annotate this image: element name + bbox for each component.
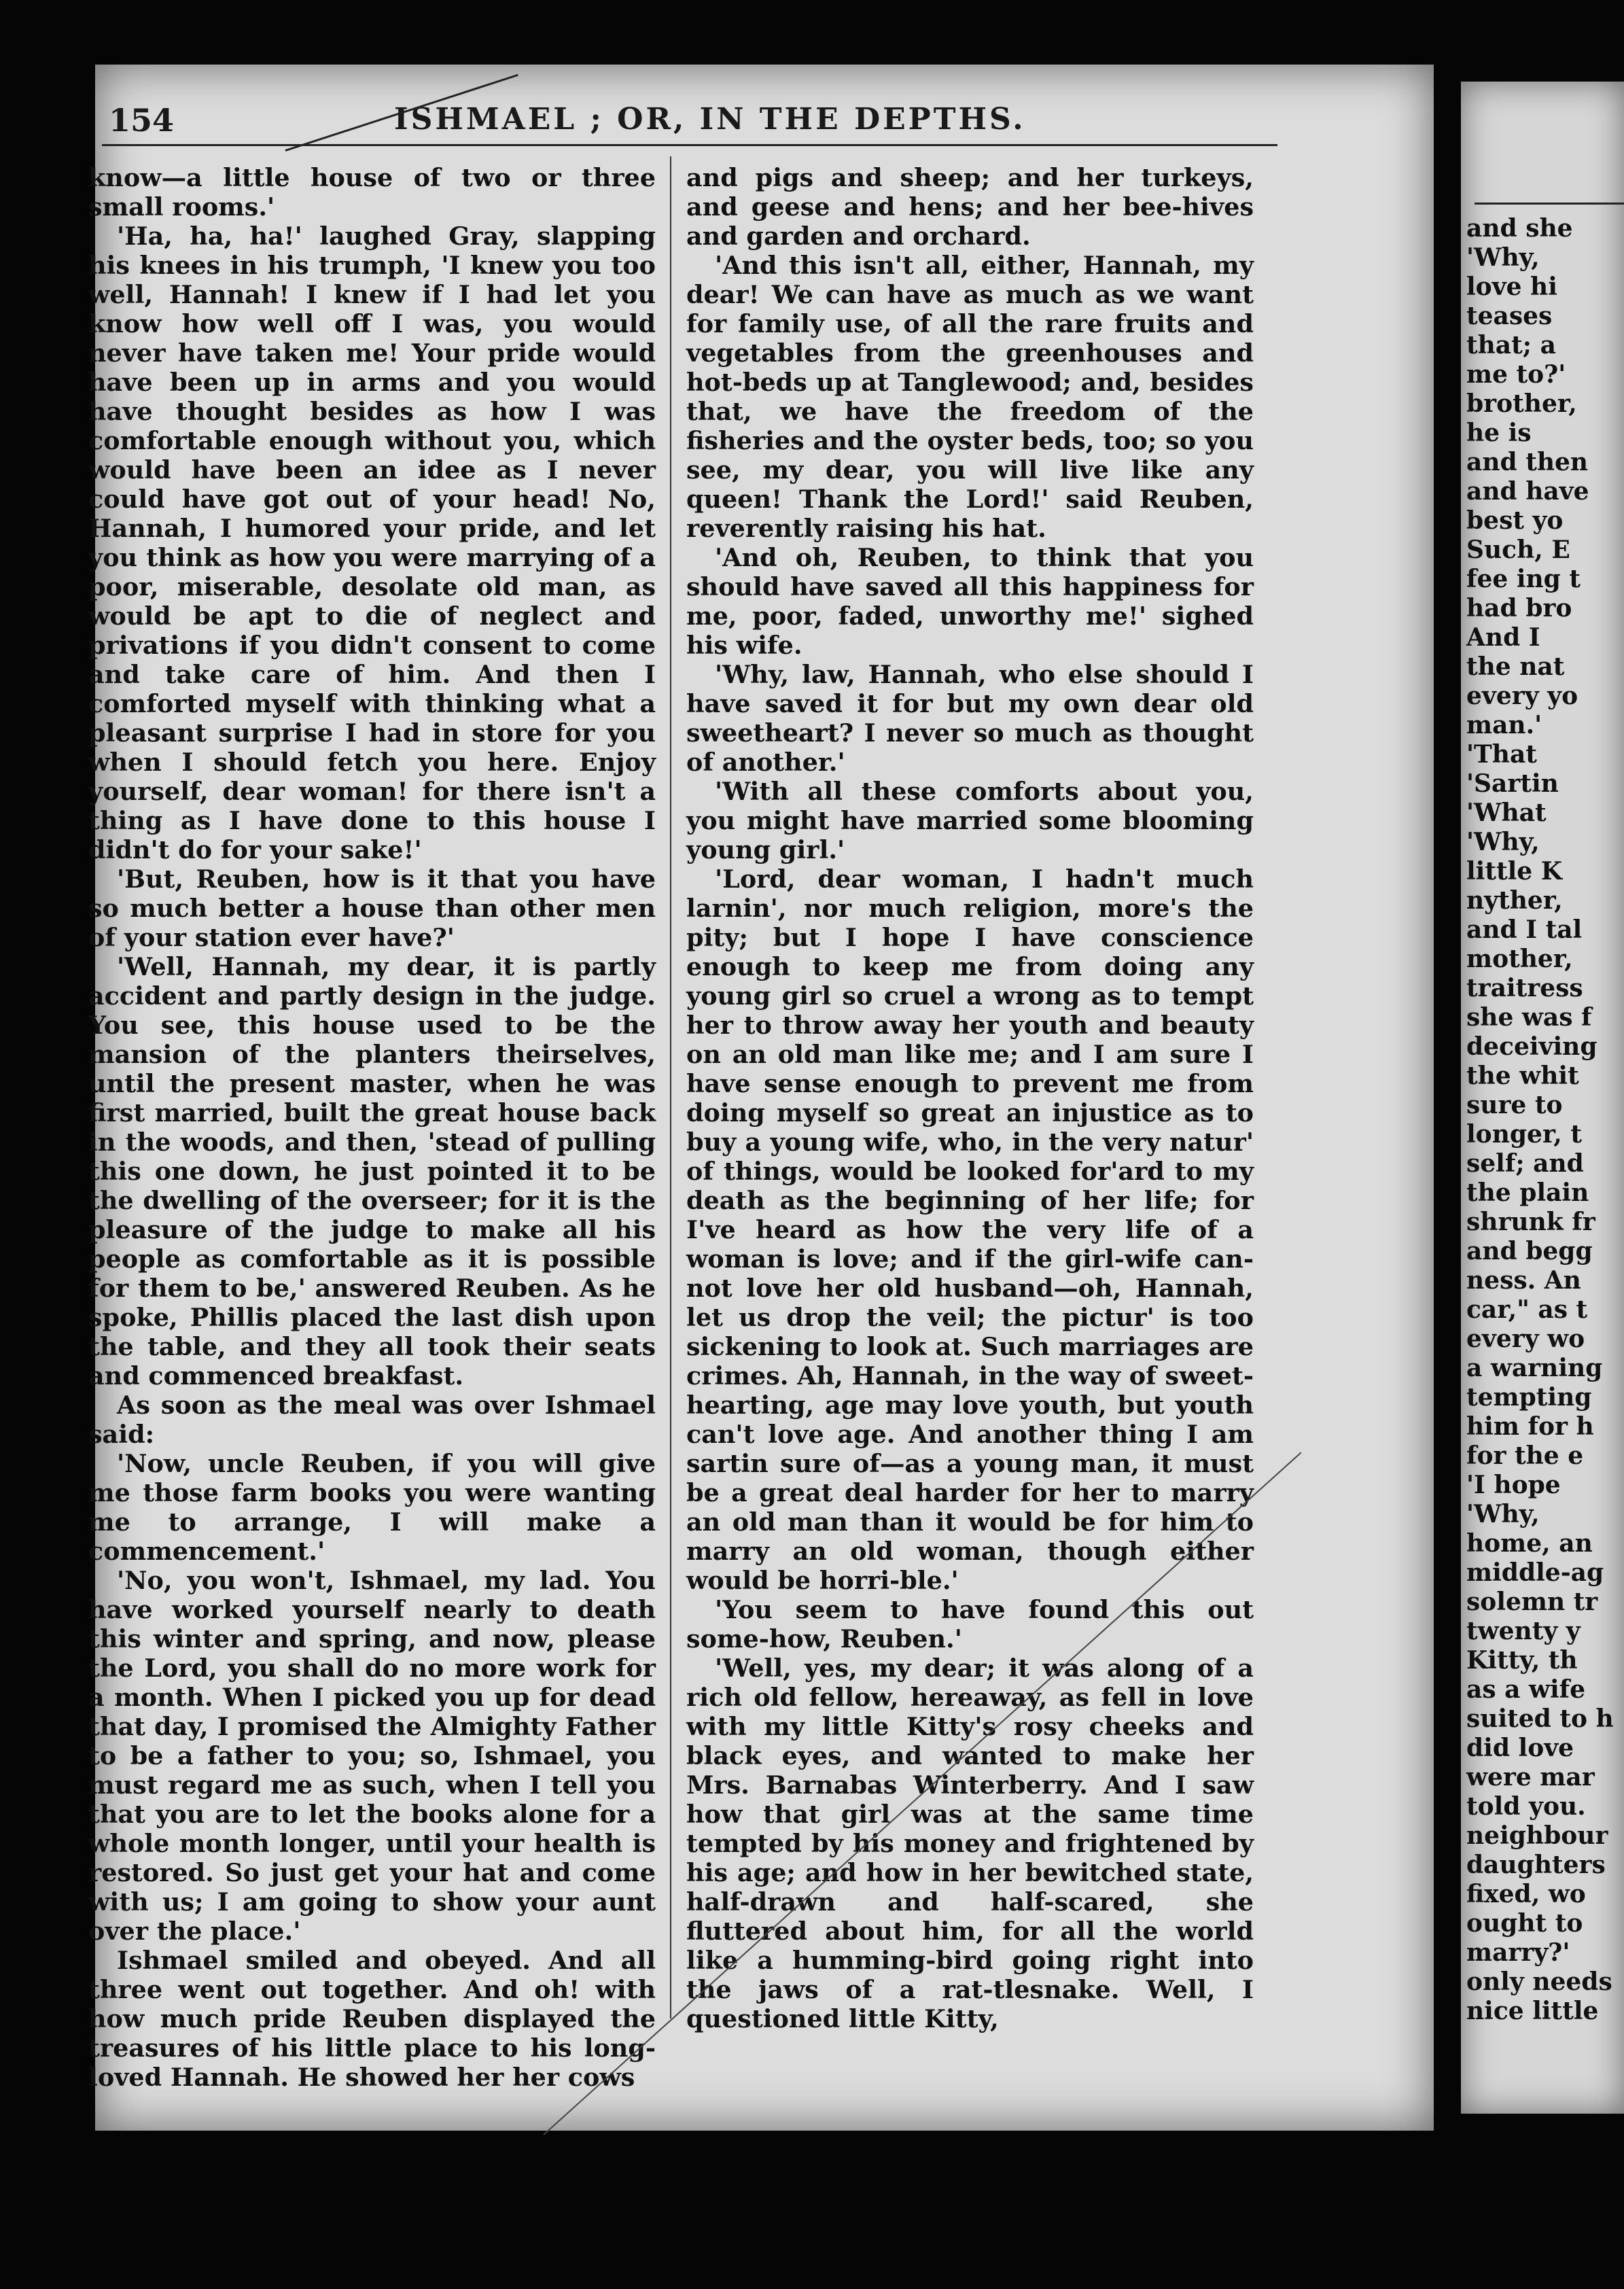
next-page-line: marry?' (1466, 1938, 1570, 1967)
paragraph: 'Well, yes, my dear; it was along of a rich old fellow, hereaway, as fell in love with my little Kitty's rosy cheeks and black eyes, and wanted to make her Mrs. Barnabas Winterberry. And I saw how that girl was at the same time tempted by his money and frightened by his age; and how in her bewitched state, half-drawn and half-scared, she fluttered about him, for all the world like a humming-bird going right into the jaws of a rat-tlesnake. Well, I questioned little Kitty, (686, 1654, 1254, 2033)
next-page-line: were mar (1466, 1763, 1595, 1792)
paragraph: and pigs and sheep; and her turkeys, and geese and hens; and her bee-hives and garden and orchard. (686, 163, 1254, 251)
next-page-header-rule (1475, 203, 1624, 205)
next-page-line: she was f (1466, 1003, 1592, 1032)
paragraph: As soon as the meal was over Ishmael said: (88, 1391, 656, 1449)
next-page-line: teases (1466, 302, 1553, 330)
next-page-line: little K (1466, 857, 1563, 886)
next-page-line: the whit (1466, 1062, 1579, 1090)
next-page-line: 'Why, (1466, 1500, 1540, 1528)
next-page-line: shrunk fr (1466, 1208, 1595, 1236)
next-page-line: best yo (1466, 506, 1564, 535)
paragraph: 'And this isn't all, either, Hannah, my dear! We can have as much as we want for family use, of all the rare fruits and vegetables from the greenhouses and hot-beds up at Tanglewood; and, besides that, we have the freedom of the fisheries and the oyster beds, too; so you see, my dear, you will live like any queen! Thank the Lord!' said Reuben, reverently raising his hat. (686, 251, 1254, 543)
next-page-line: every yo (1466, 682, 1578, 710)
next-page-line: twenty y (1466, 1617, 1581, 1645)
next-page-line: 'Why, (1466, 243, 1540, 272)
next-page-line: daughters (1466, 1851, 1606, 1879)
next-page-line: mother, (1466, 945, 1573, 973)
next-page-text-column (1466, 214, 1624, 2026)
next-page-line: the plain (1466, 1178, 1589, 1207)
paragraph: 'Ha, ha, ha!' laughed Gray, slapping his knees in his trumph, 'I knew you too well, Hannah! I knew if I had let you know how well off I was, you would never have taken me! Your pride would have been up in arms and you would have thought besides as how I was comfortable enough without you, which would have been an idee as I never could have got out of your head! No, Hannah, I humored your pride, and let you think as how you were marrying of a poor, miserable, desolate old man, as would be apt to die of neglect and privations if you didn't consent to come and take care of him. And then I comforted myself with thinking what a pleasant surprise I had in store for you when I should fetch you here. Enjoy yourself, dear woman! for there isn't a thing as I have done to this house I didn't do for your sake!' (88, 222, 656, 864)
next-page-line: the nat (1466, 652, 1565, 681)
next-page-line: home, an (1466, 1529, 1593, 1558)
next-page-line: a warning (1466, 1354, 1603, 1382)
next-page-line: ought to (1466, 1909, 1583, 1938)
next-page-line: love hi (1466, 273, 1557, 301)
next-page-line: nyther, (1466, 886, 1563, 915)
right-text-column (686, 163, 1254, 2033)
running-title: ISHMAEL ; OR, IN THE DEPTHS. (394, 102, 1026, 137)
next-page-line: fee ing t (1466, 565, 1581, 593)
next-page-line: 'That (1466, 740, 1537, 769)
next-page-line: car," as t (1466, 1295, 1588, 1324)
next-page-line: 'Why, (1466, 828, 1540, 856)
next-page-line: and I tal (1466, 915, 1583, 944)
page-header (109, 102, 1264, 143)
next-page-line: and then (1466, 448, 1589, 476)
page-number: 154 (109, 102, 175, 139)
paragraph: 'Well, Hannah, my dear, it is partly accident and partly design in the judge. You see, this house used to be the mansion of the planters theirselves, until the present master, when he was first married, built the great house back in the woods, and then, 'stead of pulling this one down, he just pointed it to be the dwelling of the overseer; for it is the pleasure of the judge to make all his people as comfortable as it is possible for them to be,' answered Reuben. As he spoke, Phillis placed the last dish upon the table, and they all took their seats and commenced breakfast. (88, 952, 656, 1391)
next-page-line: And I (1466, 623, 1540, 652)
column-divider (670, 156, 671, 2019)
next-page-line: and she (1466, 214, 1573, 243)
next-page-line: suited to h (1466, 1705, 1614, 1733)
next-page-line: brother, (1466, 389, 1577, 418)
next-page-line: for the e (1466, 1441, 1584, 1470)
next-page-line: solemn tr (1466, 1588, 1598, 1616)
next-page-line: told you. (1466, 1792, 1586, 1821)
next-page-line: and begg (1466, 1237, 1593, 1265)
paragraph: Ishmael smiled and obeyed. And all three went out together. And oh! with how much pride Reuben displayed the treasures of his little place to his long-loved Hannah. He showed her her cows (88, 1946, 656, 2092)
next-page-line: fixed, wo (1466, 1880, 1586, 1908)
next-page-line: nice little (1466, 1997, 1599, 2025)
next-page-line: ness. An (1466, 1266, 1581, 1295)
next-page-line: did love (1466, 1734, 1574, 1762)
paragraph: 'And oh, Reuben, to think that you should have saved all this happiness for me, poor, faded, unworthy me!' sighed his wife. (686, 543, 1254, 660)
next-page-line: every wo (1466, 1325, 1585, 1353)
paragraph: know—a little house of two or three small rooms.' (88, 163, 656, 222)
next-page-line: traitress (1466, 974, 1583, 1002)
next-page-line: deceiving (1466, 1032, 1597, 1061)
next-page-line: self; and (1466, 1149, 1584, 1178)
next-page-line: longer, t (1466, 1120, 1582, 1149)
paragraph: 'You seem to have found this out some-how, Reuben.' (686, 1595, 1254, 1654)
next-page-line: him for h (1466, 1412, 1594, 1441)
next-page-line: me to?' (1466, 360, 1566, 389)
next-page-line: Kitty, th (1466, 1646, 1578, 1675)
header-rule (102, 144, 1277, 146)
next-page-line: as a wife (1466, 1675, 1586, 1704)
next-page-line: that; a (1466, 331, 1556, 360)
left-text-column (88, 163, 656, 2092)
next-page-line: tempting (1466, 1383, 1592, 1412)
paragraph: 'No, you won't, Ishmael, my lad. You have worked yourself nearly to death this winter and spring, and now, please the Lord, you shall do no more work for a month. When I picked you up for dead that day, I promised the Almighty Father to be a father to you; so, Ishmael, you must regard me as such, when I tell you that you are to let the books alone for a whole month longer, until your health is restored. So just get your hat and come with us; I am going to show your aunt over the place.' (88, 1566, 656, 1946)
next-page-line: sure to (1466, 1091, 1563, 1119)
paragraph: 'Why, law, Hannah, who else should I have saved it for but my own dear old sweetheart? I never so much as thought of another.' (686, 660, 1254, 777)
next-page-line: neighbour (1466, 1821, 1608, 1850)
next-page-line: he is (1466, 419, 1532, 447)
paragraph: 'With all these comforts about you, you might have married some blooming young girl.' (686, 777, 1254, 864)
next-page-line: 'What (1466, 799, 1547, 827)
next-page-line: Such, E (1466, 536, 1570, 564)
paragraph: 'But, Reuben, how is it that you have so much better a house than other men of your station ever have?' (88, 864, 656, 952)
next-page-line: middle-ag (1466, 1558, 1604, 1587)
next-page-line: had bro (1466, 594, 1572, 623)
paragraph: 'Now, uncle Reuben, if you will give me those farm books you were wanting me to arrange, I will make a commencement.' (88, 1449, 656, 1566)
next-page-line: and have (1466, 477, 1589, 506)
paragraph: 'Lord, dear woman, I hadn't much larnin', nor much religion, more's the pity; but I hope I have conscience enough to keep me from doing any young girl so cruel a wrong as to tempt her to throw away her youth and beauty on an old man like me; and I am sure I have sense enough to prevent me from doing myself so great an injustice as to buy a young wife, who, in the very natur' of things, would be looked for'ard to my death as the beginning of her life; for I've heard as how the very life of a woman is love; and if the girl-wife can-not love her old husband—oh, Hannah, let us drop the veil; the pictur' is too sickening to look at. Such marriages are crimes. Ah, Hannah, in the way of sweet-hearting, age may love youth, but youth can't love age. And another thing I am sartin sure of—as a young man, it must be a great deal harder for her to marry an old man than it would be for him to marry an old woman, though either would be horri-ble.' (686, 864, 1254, 1595)
next-page-edge (1461, 82, 1624, 2114)
next-page-line: 'I hope (1466, 1471, 1561, 1499)
next-page-line: only needs (1466, 1968, 1612, 1996)
next-page-line: man.' (1466, 711, 1542, 739)
next-page-line: 'Sartin (1466, 769, 1559, 798)
